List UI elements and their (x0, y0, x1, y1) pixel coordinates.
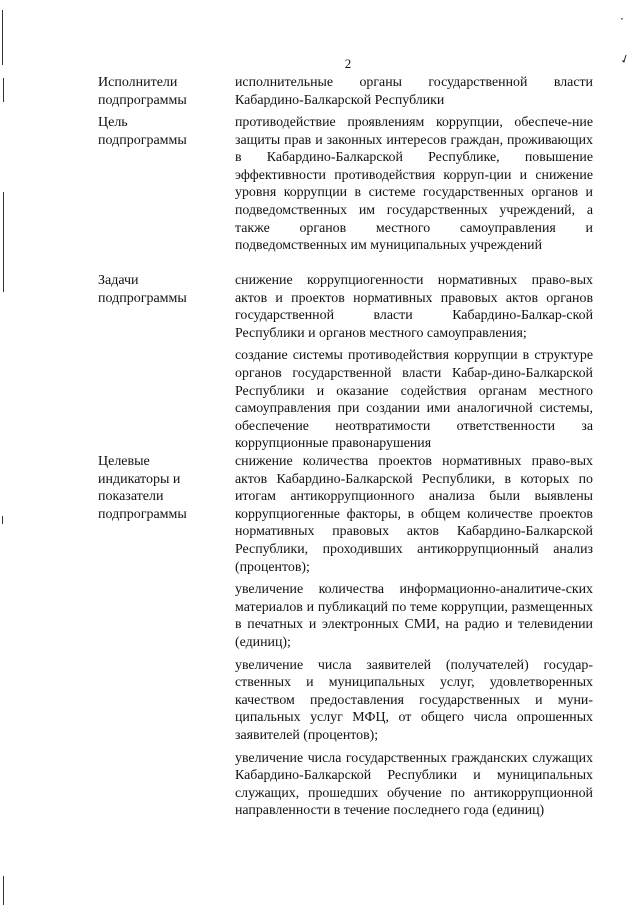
paragraph: противодействие проявлениям коррупции, обеспече-ние защиты прав и законных интересов граждан, проживающих в Кабардино-Балкарской Республике, повышение эффективности противодействия корруп-ции и снижение уровня коррупции в системе государственных органов и подведомственных им государственных учреждений, а также органов местного самоуправления и подведомственных им муниципальных учреждений (235, 115, 593, 254)
row-label: Целевые индикаторы и показатели подпрограммы (98, 454, 187, 522)
paragraph: снижение коррупциогенности нормативных право-вых актов и проектов нормативных правовых актов органов государственной власти Кабардино-Балкар-ской Республики и органов местного самоуправления; (235, 273, 593, 341)
scan-edge-mark (2, 516, 3, 524)
paragraph: увеличение числа заявителей (получателей) государ-ственных и муниципальных услуг, удовлетворенных качеством предоставления государственных и муни-ципальных услуг МФЦ, от общего числа опрошенных заявителей (процентов); (235, 657, 593, 743)
scan-edge-mark (2, 10, 3, 65)
paragraph: снижение количества проектов нормативных право-вых актов Кабардино-Балкарской Республики, в которых по итогам антикоррупционного анализа были выявлены коррупциогенные факторы, в общем количестве проектов нормативных правовых актов Кабардино-Балкарской Республики, проходивших антикоррупционный анализ (процентов); (235, 454, 593, 575)
paragraph: увеличение числа государственных гражданских служащих Кабардино-Балкарской Республики и муниципальных служащих, прошедших обучение по антикоррупционной направленности в течение последнего года (единиц) (235, 750, 593, 819)
row-value (235, 453, 593, 825)
row-value (235, 74, 593, 114)
page-number: 2 (344, 56, 352, 71)
row-label: Цель подпрограммы (98, 115, 187, 148)
scan-edge-mark (3, 192, 4, 292)
row-label: Исполнители подпрограммы (98, 75, 187, 108)
row-value (235, 114, 593, 260)
paragraph: исполнительные органы государственной власти Кабардино-Балкарской Республики (235, 75, 593, 108)
row-value (235, 272, 593, 458)
scan-edge-mark (3, 78, 4, 102)
scan-corner-mark: · (620, 12, 624, 26)
scan-edge-mark (3, 876, 4, 905)
paragraph: создание системы противодействия коррупции в структуре органов государственной власти Кабар-дино-Балкарской Республики и оказание содействия органам местного самоуправления при создании ими аналогичной системы, обеспечение неотвратимости ответственности за коррупционные правонарушения (235, 348, 593, 452)
paragraph: увеличение количества информационно-аналитиче-ских материалов и публикаций по теме коррупции, размещенных в печатных и электронных СМИ, на радио и телевидении (единиц); (235, 582, 593, 650)
scan-corner-mark: ✓ (617, 50, 633, 68)
row-label: Задачи подпрограммы (98, 273, 187, 306)
